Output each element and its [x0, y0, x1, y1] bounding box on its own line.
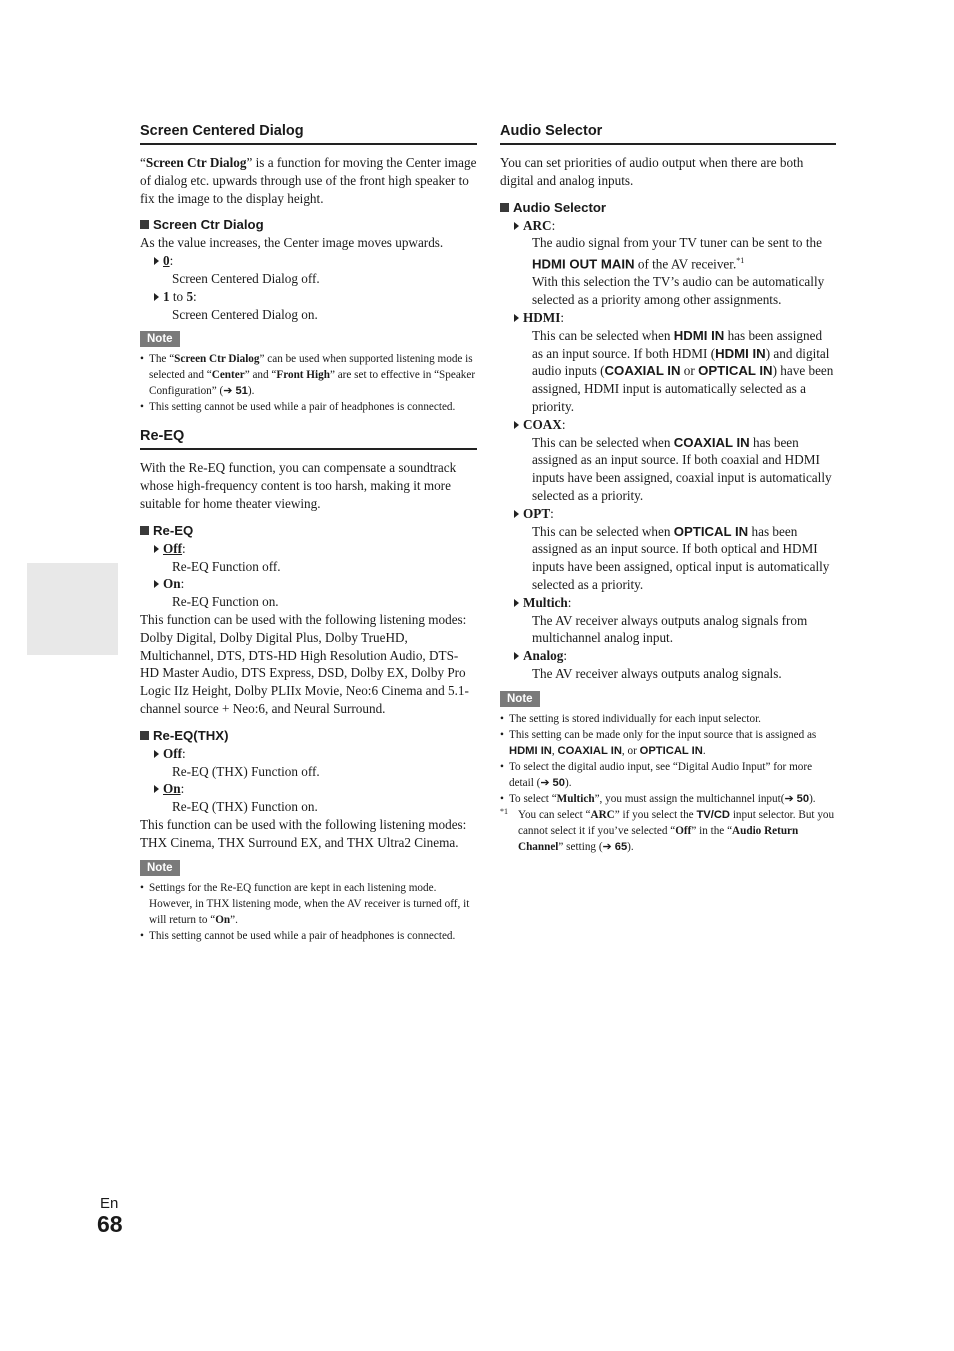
option-multich-desc: The AV receiver always outputs analog signals from multichannel analog input.	[532, 612, 808, 646]
section-title-screen-centered-dialog: Screen Centered Dialog	[140, 122, 477, 145]
option-on-desc: Re-EQ Function on.	[172, 594, 279, 610]
footnote-mark: *1	[500, 806, 508, 816]
option-coax: COAX:	[500, 416, 836, 434]
square-bullet-icon	[140, 220, 149, 229]
note-text: ” setting (	[558, 840, 603, 853]
footnote-ref: *1	[736, 256, 745, 266]
note-text: The “	[149, 353, 175, 366]
note-text: To select the digital audio input, see “Digital Audio Input” for more detail (	[509, 760, 813, 789]
note-text: , or	[621, 744, 640, 757]
note-badge: Note	[140, 860, 180, 876]
option-1-to-5-desc: Screen Centered Dialog on.	[172, 306, 318, 322]
note-item: • This setting cannot be used while a pair of headphones is connected.	[140, 399, 477, 415]
desc-text: of the AV receiver.	[634, 256, 737, 272]
triangle-right-icon	[514, 599, 519, 607]
option-thx-off-desc: Re-EQ (THX) Function off.	[172, 763, 320, 779]
page-number: 68	[97, 1211, 123, 1237]
triangle-right-icon	[514, 222, 519, 230]
note-bold: ARC	[590, 808, 615, 821]
desc-bold: HDMI OUT MAIN	[532, 256, 635, 272]
desc-text: ) have been assigned, HDMI input is automatically selected as a priority.	[532, 363, 834, 414]
note-text: ).	[627, 840, 634, 853]
as-notes	[500, 711, 836, 855]
option-label-b: 5	[186, 288, 194, 304]
note-item	[500, 727, 836, 759]
subsection-title: Audio Selector	[513, 199, 607, 215]
option-off-desc: Re-EQ Function off.	[172, 558, 281, 574]
triangle-right-icon	[154, 785, 159, 793]
option-1-to-5: 1 to 5:	[140, 288, 477, 306]
square-bullet-icon	[500, 203, 509, 212]
desc-text: has been assigned as an input source. If both HDMI (	[532, 327, 823, 361]
note-item: • This setting cannot be used while a pair of headphones is connected.	[140, 928, 477, 944]
scd-intro-rest: ” is a function for moving the Center image of dialog etc. upwards through use of the front high speaker to fix the image to the display height.	[140, 155, 477, 206]
option-label: Off	[163, 745, 183, 761]
option-on: On:	[140, 575, 477, 593]
footnote-item	[500, 807, 836, 855]
note-text: Settings for the Re-EQ function are kept in each listening mode. However, in THX listening mode, when the AV receiver is turned off, it will return to “	[149, 881, 470, 926]
triangle-right-icon	[514, 510, 519, 518]
note-text: ” are set to effective in “Speaker Configuration” (	[149, 369, 476, 398]
page-ref: 65	[614, 840, 628, 853]
note-bold: Multich	[556, 792, 595, 805]
triangle-right-icon	[154, 545, 159, 553]
note-bold: HDMI IN	[509, 744, 552, 757]
option-opt: OPT:	[500, 505, 836, 523]
page-language: En	[100, 1195, 119, 1212]
triangle-right-icon	[154, 580, 159, 588]
scd-intro-q: “	[140, 155, 146, 170]
scd-intro-bold: Screen Ctr Dialog	[145, 155, 247, 170]
note-item	[500, 791, 836, 807]
subsection-title: Screen Ctr Dialog	[153, 217, 264, 233]
note-bold: COAXIAL IN	[557, 744, 622, 757]
reeq-modes: This function can be used with the following listening modes: Dolby Digital, Dolby Digital Plus, Dolby TrueHD, Multichannel, DTS, DTS-HD High Resolution Audio, DTS-HD Master Audio, DTS Express, DSD, Dolby EX, Dolby Pro Logic IIz Height, Dolby PLIIx Movie, Neo:6 Cinema and 5.1-channel source + Neo:6, and Neural Surround.	[140, 611, 469, 716]
desc-bold: OPTICAL IN	[673, 523, 749, 539]
desc-bold: COAXIAL IN	[604, 363, 681, 379]
option-arc: ARC:	[500, 217, 836, 235]
triangle-right-icon	[154, 257, 159, 265]
desc-text: This can be selected when	[532, 523, 674, 539]
square-bullet-icon	[140, 731, 149, 740]
note-text: .	[702, 744, 706, 757]
note-bold: Screen Ctr Dialog	[174, 353, 260, 366]
option-label: Off	[163, 540, 183, 556]
desc-text: ) and digital audio inputs (	[532, 345, 830, 379]
note-item	[500, 759, 836, 791]
note-text: ).	[247, 385, 255, 398]
triangle-right-icon	[514, 421, 519, 429]
option-label: HDMI	[523, 309, 561, 325]
desc-bold: HDMI IN	[673, 327, 725, 343]
note-text: ”, you must assign the multichannel input(	[594, 792, 785, 805]
section-title-audio-selector: Audio Selector	[500, 122, 836, 145]
arrow-icon: ➔	[784, 792, 794, 805]
note-text: This setting can be made only for the input source that is assigned as	[509, 728, 817, 741]
option-label: OPT	[523, 505, 551, 521]
option-0-desc: Screen Centered Dialog off.	[172, 270, 320, 286]
as-intro: You can set priorities of audio output when there are both digital and analog inputs.	[500, 155, 804, 188]
option-label: 0	[163, 253, 170, 269]
option-label: Multich	[523, 594, 568, 610]
option-label: Analog	[523, 648, 564, 664]
option-label-to: to	[169, 288, 187, 304]
page-ref: 50	[796, 792, 810, 805]
note-text: ,	[551, 744, 558, 757]
desc-bold: OPTICAL IN	[698, 363, 773, 379]
left-column	[140, 122, 477, 944]
option-off: Off:	[140, 540, 477, 558]
option-thx-on-desc: Re-EQ (THX) Function on.	[172, 799, 318, 815]
desc-bold: HDMI IN	[715, 345, 766, 361]
triangle-right-icon	[154, 293, 159, 301]
desc-text: has been assigned as an input source. If both optical and HDMI inputs have been assigned, optical input is automatically selected as a priority.	[532, 523, 830, 592]
desc-text: or	[680, 363, 699, 379]
page-ref: 50	[552, 776, 565, 789]
note-badge: Note	[140, 331, 180, 347]
note-text: ” in the “	[691, 824, 733, 837]
subsection-title: Re-EQ	[153, 522, 194, 538]
section-title-re-eq: Re-EQ	[140, 427, 477, 450]
note-bold: Center	[211, 369, 245, 382]
note-bold: Off	[675, 824, 692, 837]
desc-text: The audio signal from your TV tuner can be sent to the	[532, 235, 822, 251]
option-arc-desc-2: With this selection the TV’s audio can be automatically selected as a priority among other assignments.	[532, 274, 825, 308]
note-bold: On	[215, 913, 231, 926]
triangle-right-icon	[154, 750, 159, 758]
side-tab	[27, 563, 118, 655]
subsection-title: Re-EQ(THX)	[153, 727, 229, 743]
note-text: You can select “	[518, 808, 591, 821]
note-text: input selector. But you cannot select it if you’ve selected “	[518, 808, 835, 837]
subsection-re-eq	[140, 522, 477, 539]
note-text: To select “	[509, 792, 557, 805]
subsection-re-eq-thx	[140, 727, 477, 744]
triangle-right-icon	[514, 314, 519, 322]
arrow-icon: ➔	[223, 385, 233, 398]
option-label: ARC	[523, 217, 552, 233]
note-text: ” and “	[244, 369, 277, 382]
page-ref: 51	[235, 385, 248, 398]
scd-intro	[140, 154, 477, 207]
note-bold: Front High	[276, 369, 330, 382]
note-item	[140, 880, 477, 928]
option-label: On	[163, 576, 181, 592]
option-analog: Analog:	[500, 647, 836, 665]
desc-text: This can be selected when	[532, 434, 674, 450]
triangle-right-icon	[514, 652, 519, 660]
note-text: ”.	[230, 913, 238, 926]
option-0: 0:	[140, 252, 477, 270]
desc-text: This can be selected when	[532, 327, 674, 343]
note-item: • The setting is stored individually for each input selector.	[500, 711, 836, 727]
option-hdmi-desc	[500, 327, 836, 416]
note-badge: Note	[500, 691, 540, 707]
option-thx-off: Off:	[140, 745, 477, 763]
desc-bold: COAXIAL IN	[673, 434, 750, 450]
note-bold: Audio Return Channel	[518, 824, 799, 853]
option-arc-desc	[500, 234, 836, 273]
option-label-a: 1	[163, 288, 170, 304]
scd-notes	[140, 351, 477, 415]
option-analog-desc: The AV receiver always outputs analog signals.	[532, 665, 782, 681]
option-label: COAX	[523, 416, 562, 432]
note-bold: TV/CD	[696, 808, 731, 821]
option-hdmi: HDMI:	[500, 309, 836, 327]
subsection-screen-ctr-dialog	[140, 216, 477, 233]
scd-sub-desc: As the value increases, the Center image moves upwards.	[140, 235, 444, 251]
arrow-icon: ➔	[540, 776, 550, 789]
note-text: ” can be used when supported listening mode is selected and “	[149, 353, 473, 382]
option-multich: Multich:	[500, 594, 836, 612]
note-bold: OPTICAL IN	[639, 744, 703, 757]
note-text: ” if you select the	[614, 808, 697, 821]
note-text: ).	[809, 792, 816, 805]
reeq-intro: With the Re-EQ function, you can compensate a soundtrack whose high-frequency content is too harsh, making it more suitable for home theater viewing.	[140, 460, 457, 511]
reeq-notes	[140, 880, 477, 944]
note-item	[140, 351, 477, 399]
note-text: ).	[565, 776, 572, 789]
reeq-thx-modes: This function can be used with the following listening modes: THX Cinema, THX Surround EX, and THX Ultra2 Cinema.	[140, 816, 467, 850]
right-column	[500, 122, 836, 855]
option-opt-desc	[500, 523, 836, 594]
square-bullet-icon	[140, 526, 149, 535]
desc-text: has been assigned as an input source. If both coaxial and HDMI inputs have been assigned, coaxial input is automatically selected as a priority.	[532, 434, 832, 503]
option-label: On	[163, 781, 181, 797]
arrow-icon: ➔	[602, 840, 612, 853]
option-coax-desc	[500, 434, 836, 505]
subsection-audio-selector	[500, 199, 836, 216]
option-thx-on: On:	[140, 780, 477, 798]
